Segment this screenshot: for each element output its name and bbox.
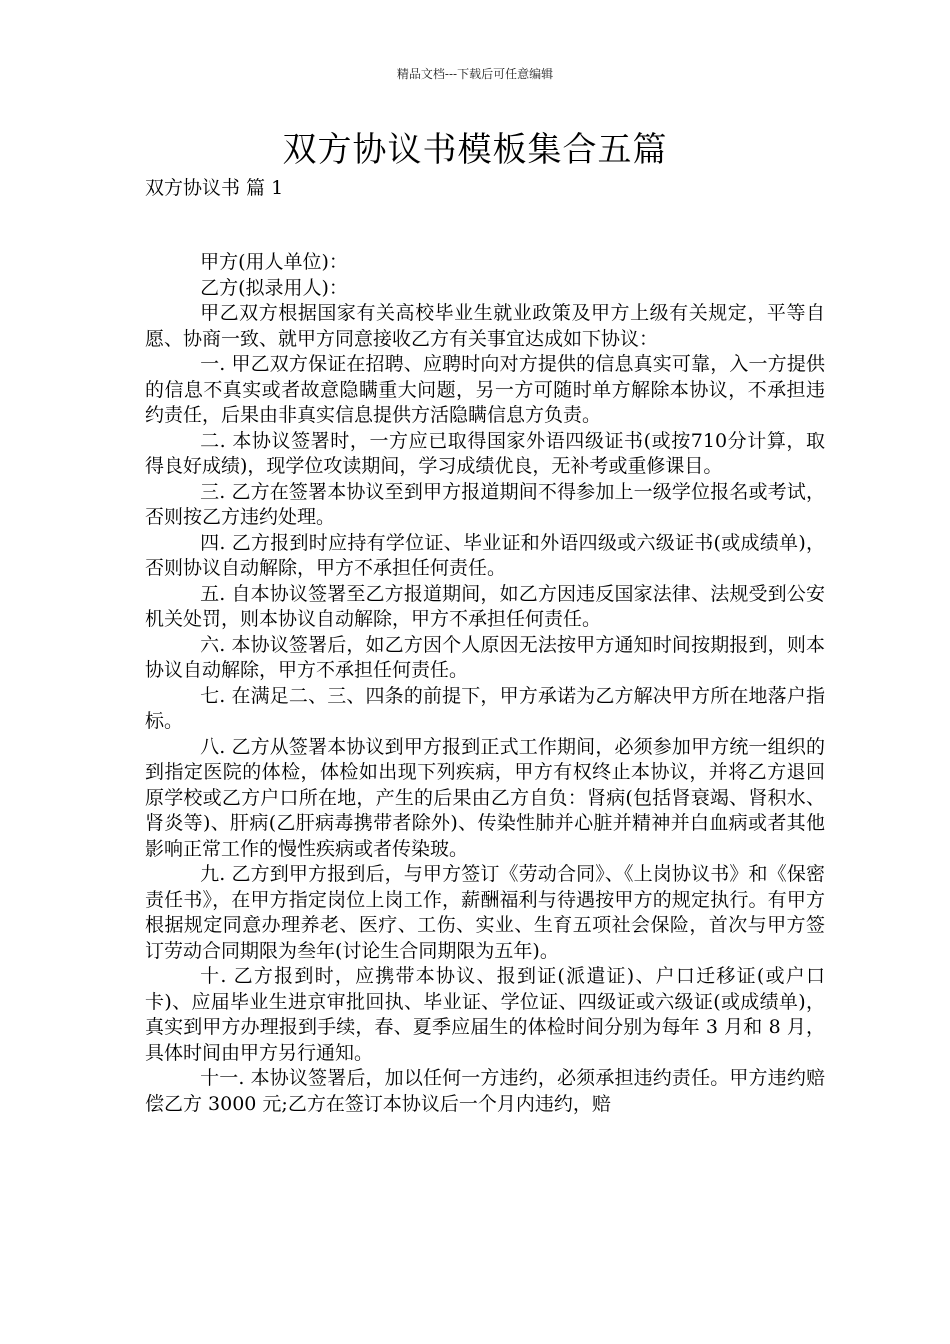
paragraph-party-a: 甲方(用人单位)： — [200, 251, 348, 273]
paragraph-clause-4: 四. 乙方报到时应持有学位证、毕业证和外语四级或六级证书(或成绩单)，否则协议自动解除，甲方不承担任何责任。 — [145, 531, 825, 579]
paragraph-clause-10: 十. 乙方报到时，应携带本协议、报到证(派遣证)、户口迁移证(或户口卡)、应届毕业生进京审批回执、毕业证、学位证、四级证或六级证(或成绩单)，真实到甲方办理报到手续，春、夏季应届生的体检时间分别为每年 3 月和 8 月，具体时间由甲方另行通知。 — [145, 965, 825, 1064]
paragraph-clause-1: 一. 甲乙双方保证在招聘、应聘时向对方提供的信息真实可靠，入一方提供的信息不真实或者故意隐瞒重大问题，另一方可随时单方解除本协议，不承担违约责任，后果由非真实信息提供方活隐瞒信息方负责。 — [145, 353, 825, 426]
document-title: 双方协议书模板集合五篇 — [282, 130, 668, 170]
header-note: 精品文档---下载后可任意编辑 — [396, 67, 554, 81]
paragraph-clause-5: 五. 自本协议签署至乙方报道期间，如乙方因违反国家法律、法规受到公安机关处罚，则本协议自动解除，甲方不承担任何责任。 — [145, 582, 825, 630]
paragraph-clause-2: 二. 本协议签署时，一方应已取得国家外语四级证书(或按710分计算，取得良好成绩)，现学位攻读期间，学习成绩优良，无补考或重修课目。 — [145, 429, 825, 477]
paragraph-clause-7: 七. 在满足二、三、四条的前提下，甲方承诺为乙方解决甲方所在地落户指标。 — [145, 684, 825, 732]
paragraph-party-b: 乙方(拟录用人)： — [200, 276, 348, 299]
document-body — [145, 250, 825, 1117]
paragraph-clause-3: 三. 乙方在签署本协议至到甲方报道期间不得参加上一级学位报名或考试，否则按乙方违约处理。 — [145, 480, 825, 528]
paragraph-clause-11: 十一. 本协议签署后，加以任何一方违约，必须承担违约责任。甲方违约赔偿乙方 3000 元;乙方在签订本协议后一个月内违约，赔 — [145, 1067, 825, 1115]
section-heading: 双方协议书 篇 1 — [145, 177, 284, 199]
paragraph-clause-8: 八. 乙方从签署本协议到甲方报到正式工作期间，必须参加甲方统一组织的到指定医院的体检，体检如出现下列疾病，甲方有权终止本协议，并将乙方退回原学校或乙方户口所在地，产生的后果由乙方自负：肾病(包括肾衰竭、肾积水、肾炎等)、肝病(乙肝病毒携带者除外)、传染性肺并心脏并精神并白血病或者其他影响正常工作的慢性疾病或者传染玻。 — [145, 735, 825, 860]
paragraph-clause-9: 九. 乙方到甲方报到后，与甲方签订《劳动合同》、《上岗协议书》和《保密责任书》，在甲方指定岗位上岗工作，薪酬福利与待遇按甲方的规定执行。有甲方根据规定同意办理养老、医疗、工伤、实业、生育五项社会保险，首次与甲方签订劳动合同期限为叁年(讨论生合同期限为五年)。 — [145, 863, 825, 962]
paragraph-preamble: 甲乙双方根据国家有关高校毕业生就业政策及甲方上级有关规定，平等自愿、协商一致、就甲方同意接收乙方有关事宜达成如下协议： — [145, 302, 825, 350]
paragraph-clause-6: 六. 本协议签署后，如乙方因个人原因无法按甲方通知时间按期报到，则本协议自动解除，甲方不承担任何责任。 — [145, 633, 825, 681]
